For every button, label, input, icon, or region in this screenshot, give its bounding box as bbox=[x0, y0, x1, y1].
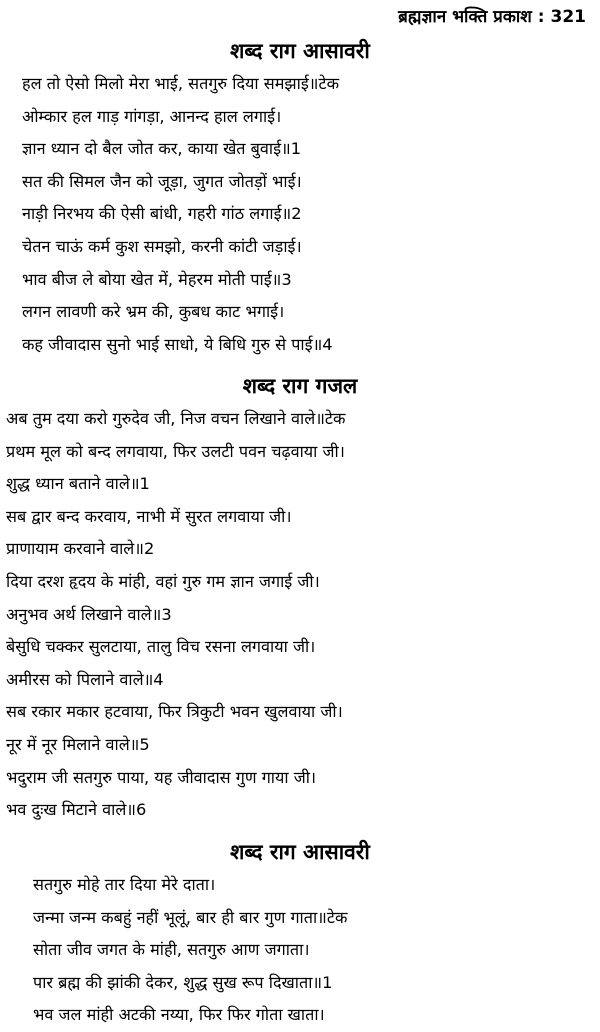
section-asavari-1 bbox=[0, 34, 600, 361]
verse-line: नाड़ी निरभय की ऐसी बांधी, गहरी गांठ लगाई॥2 bbox=[22, 204, 302, 224]
verse-line: लगन लावणी करे भ्रम की, कुबध काट भगाई। bbox=[22, 302, 285, 322]
verse-line: चेतन चाऊं कर्म कुश समझो, करनी कांटी जड़ाई। bbox=[22, 236, 302, 256]
verse-line: शुद्ध ध्यान बताने वाले॥1 bbox=[6, 474, 150, 494]
verse-line: ज्ञान ध्यान दो बैल जोत कर, काया खेत बुवाई॥1 bbox=[22, 139, 302, 159]
verse-line: भव दुःख मिटाने वाले॥6 bbox=[6, 800, 147, 820]
verse-line: सब रकार मकार हटवाया, फिर त्रिकुटी भवन खुलवाया जी। bbox=[6, 702, 343, 722]
verse-line: अब तुम दया करो गुरुदेव जी, निज वचन लिखाने वाले॥टेक bbox=[6, 409, 346, 428]
verse-line: अमीरस को पिलाने वाले॥4 bbox=[6, 669, 164, 689]
verse-line: ओम्कार हल गाड़ गांगड़ा, आनन्द हाल लगाई। bbox=[22, 106, 282, 126]
verse-line: सतगुरु मोहे तार दिया मेरे दाता। bbox=[33, 875, 216, 894]
section-heading: शब्द राग आसावरी bbox=[230, 39, 370, 63]
verse-line: बेसुधि चक्कर सुलटाया, तालु विच रसना लगवाया जी। bbox=[6, 637, 316, 657]
section-gajal bbox=[0, 369, 600, 827]
verse-line: सत की सिमल जैन को जूड़ा, जुगत जोतड़ों भाई। bbox=[22, 171, 302, 191]
verse-line: भदुराम जी सतगुरु पाया, यह जीवादास गुण गाया जी। bbox=[6, 767, 317, 787]
page-header: ब्रह्मज्ञान भक्ति प्रकाश : 321 bbox=[398, 7, 586, 27]
verse-line: पार ब्रह्म की झांकी देकर, शुद्ध सुख रूप दिखाता॥1 bbox=[33, 972, 333, 992]
verse-line: भाव बीज ले बोया खेत में, मेहरम मोती पाई॥3 bbox=[22, 269, 292, 289]
verse-line: प्रथम मूल को बन्द लगवाया, फिर उलटी पवन चढ़वाया जी। bbox=[6, 441, 345, 461]
section-asavari-2 bbox=[0, 835, 600, 1032]
verse-line: भव जल मांही अटकी नय्या, फिर फिर गोता खाता। bbox=[33, 1005, 325, 1025]
verse-line: सोता जीव जगत के मांही, सतगुरु आण जगाता। bbox=[33, 940, 310, 960]
verse-line: कह जीवादास सुनो भाई साधो, ये बिधि गुरु से पाई॥4 bbox=[22, 334, 333, 354]
verse-line: नूर में नूर मिलाने वाले॥5 bbox=[6, 734, 150, 754]
verse-line: हल तो ऐसो मिलो मेरा भाई, सतगुरु दिया समझाई॥टेक bbox=[22, 74, 340, 93]
verse-line: जन्मा जन्म कबहुं नहीं भूलूं, बार ही बार गुण गाता॥टेक bbox=[33, 907, 348, 927]
section-heading: शब्द राग गजल bbox=[242, 374, 358, 398]
verse-line: दिया दरश हृदय के मांही, वहां गुरु गम ज्ञान जगाई जी। bbox=[6, 571, 320, 591]
verse-line: प्राणायाम करवाने वाले॥2 bbox=[6, 539, 155, 559]
section-heading: शब्द राग आसावरी bbox=[230, 840, 370, 864]
verse-line: सब द्वार बन्द करवाय, नाभी में सुरत लगवाया जी। bbox=[6, 506, 292, 526]
verse-line: अनुभव अर्थ लिखाने वाले॥3 bbox=[6, 604, 172, 624]
